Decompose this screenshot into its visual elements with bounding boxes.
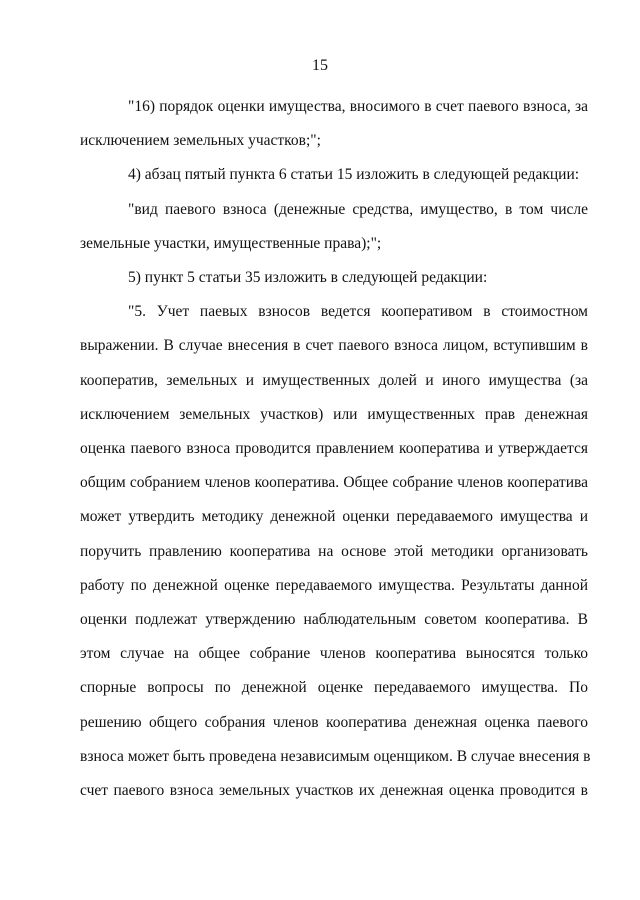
text-line: общим собранием членов кооператива. Общее собрание членов кооператива	[80, 474, 588, 492]
text-line: оценки подлежат утверждению наблюдательным советом кооператива. В	[80, 611, 588, 629]
document-body	[80, 90, 591, 808]
text-line: 4) абзац пятый пункта 6 статьи 15 изложить в следующей редакции:	[128, 166, 580, 184]
text-line: счет паевого взноса земельных участков их денежная оценка проводится в	[80, 782, 588, 800]
text-line: исключением земельных участков;";	[80, 132, 321, 150]
text-line: поручить правлению кооператива на основе этой методики организовать	[80, 542, 588, 560]
text-line: взноса может быть проведена независимым оценщиком. В случае внесения в	[80, 747, 591, 765]
text-line: работу по денежной оценке передаваемого имущества. Результаты данной	[80, 576, 588, 594]
text-line: "5. Учет паевых взносов ведется кооперативом в стоимостном	[128, 303, 588, 321]
text-line: спорные вопросы по денежной оценке передаваемого имущества. По	[80, 679, 588, 697]
text-line: "вид паевого взноса (денежные средства, имущество, в том числе	[128, 200, 588, 218]
text-line: земельные участки, имущественные права);";	[80, 234, 382, 252]
text-line: исключением земельных участков) или имущественных прав денежная	[80, 405, 588, 423]
text-line: 5) пункт 5 статьи 35 изложить в следующей редакции:	[128, 269, 488, 287]
text-line: решению общего собрания членов кооператива денежная оценка паевого	[80, 713, 588, 731]
text-line: оценка паевого взноса проводится правлением кооператива и утверждается	[80, 440, 588, 458]
text-line: этом случае на общее собрание членов кооператива выносятся только	[80, 645, 588, 663]
text-line: кооператив, земельных и имущественных долей и иного имущества (за	[80, 371, 588, 389]
page-number: 15	[312, 57, 328, 74]
text-line: "16) порядок оценки имущества, вносимого в счет паевого взноса, за	[128, 98, 588, 115]
text-line: может утвердить методику денежной оценки передаваемого имущества и	[80, 508, 588, 526]
text-line: выражении. В случае внесения в счет паевого взноса лицом, вступившим в	[80, 337, 588, 355]
